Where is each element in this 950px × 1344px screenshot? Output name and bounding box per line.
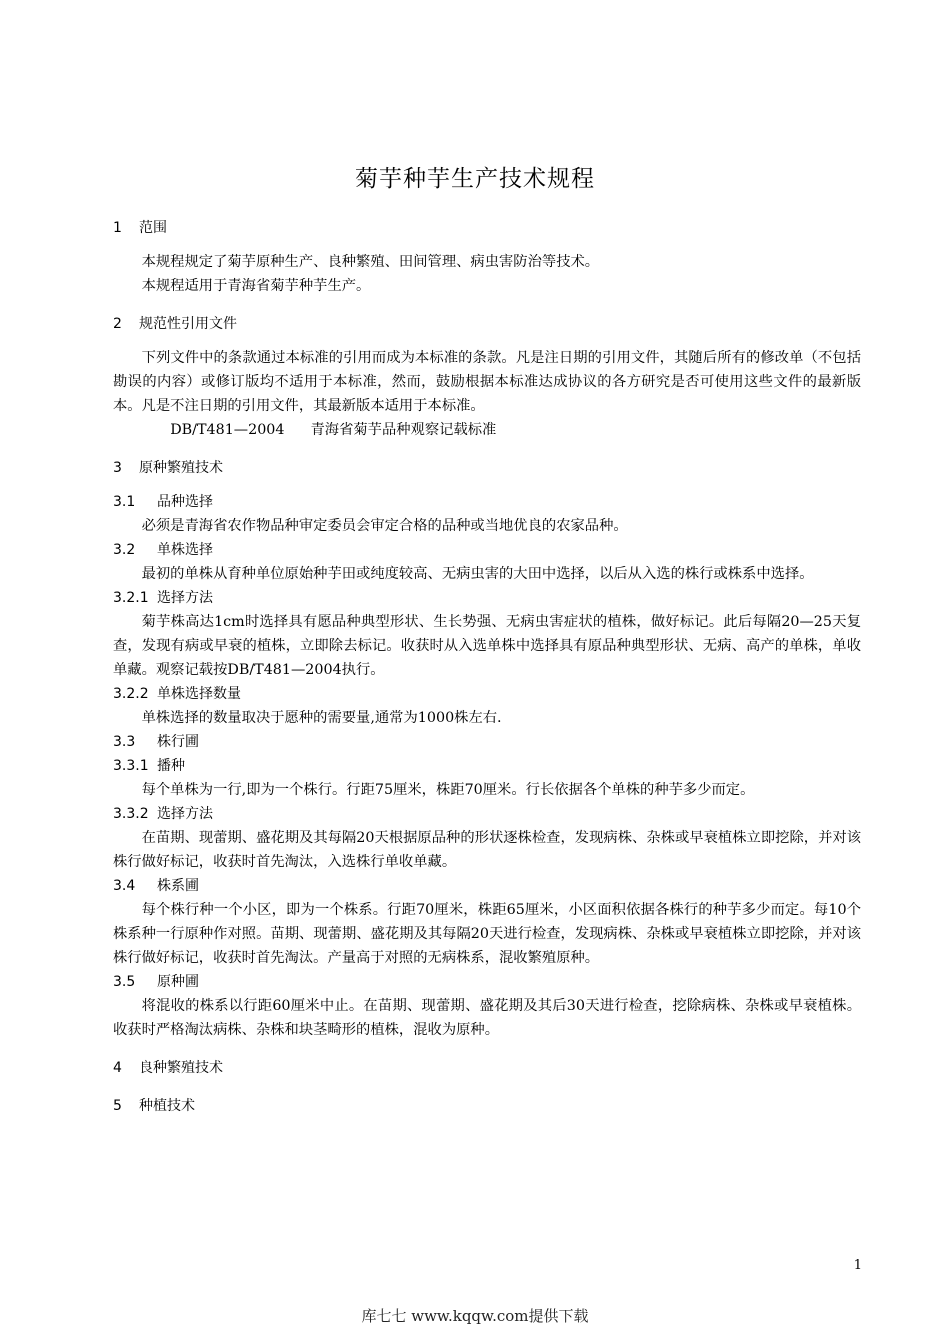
subsection-title: 株行圃 — [157, 734, 199, 750]
section-number: 1 — [113, 220, 122, 236]
footer-watermark: 库七七 www.kqqw.com提供下载 — [361, 1307, 589, 1325]
subsection-3-2-1-heading — [113, 586, 861, 610]
subsection-title: 单株选择 — [157, 542, 213, 558]
subsection-number: 3.5 — [113, 974, 136, 990]
subsection-3-5-heading — [113, 970, 861, 994]
paragraph: 菊芋株高达1cm时选择具有愿品种典型形状、生长势强、无病虫害症状的植株，做好标记。此后每隔20—25天复查，发现有病或早衰的植株，立即除去标记。收获时从入选单株中选择具有原品种典型形状、无病、高产的单株，单收单藏。观察记载按DB/T481—2004执行。 — [113, 614, 861, 678]
paragraph: 在苗期、现蕾期、盛花期及其每隔20天根据原品种的形状逐株检查，发现病株、杂株或早衰植株立即挖除，并对该株行做好标记，收获时首先淘汰，入选株行单收单藏。 — [113, 830, 861, 870]
subsection-number: 3.3.2 — [113, 806, 149, 822]
subsection-title: 株系圃 — [157, 878, 199, 894]
subsection-3-2-2-heading — [113, 682, 861, 706]
subsection-number: 3.2.2 — [113, 686, 149, 702]
section-5-heading — [113, 1094, 861, 1118]
paragraph: 下列文件中的条款通过本标准的引用而成为本标准的条款。凡是注日期的引用文件，其随后所有的修改单（不包括勘误的内容）或修订版均不适用于本标准，然而，鼓励根据本标准达成协议的各方研究是否可使用这些文件的最新版本。凡是不注日期的引用文件，其最新版本适用于本标准。 — [113, 350, 861, 414]
subsection-title: 原种圃 — [157, 974, 199, 990]
section-number: 2 — [113, 316, 122, 332]
subsection-number: 3.4 — [113, 878, 136, 894]
section-title: 范围 — [139, 220, 167, 236]
subsection-title: 单株选择数量 — [157, 686, 241, 702]
section-3-heading — [113, 456, 861, 480]
subsection-number: 3.2.1 — [113, 590, 149, 606]
paragraph: 将混收的株系以行距60厘米中止。在苗期、现蕾期、盛花期及其后30天进行检查，挖除病株、杂株或早衰植株。收获时严格淘汰病株、杂株和块茎畸形的植株，混收为原种。 — [113, 998, 861, 1038]
section-number: 5 — [113, 1098, 122, 1114]
subsection-title: 选择方法 — [157, 806, 213, 822]
normative-reference — [113, 418, 861, 442]
section-title: 良种繁殖技术 — [139, 1060, 223, 1076]
subsection-3-3-1-heading — [113, 754, 861, 778]
section-2-heading — [113, 312, 861, 336]
section-number: 4 — [113, 1060, 122, 1076]
subsection-title: 品种选择 — [157, 494, 213, 510]
document-title: 菊芋种芋生产技术规程 — [355, 166, 595, 192]
subsection-number: 3.3.1 — [113, 758, 149, 774]
subsection-3-1-heading — [113, 490, 861, 514]
paragraph: 每个单株为一行,即为一个株行。行距75厘米，株距70厘米。行长依据各个单株的种芋多少而定。 — [141, 782, 755, 798]
subsection-title: 播种 — [157, 758, 185, 774]
section-number: 3 — [113, 460, 122, 476]
subsection-number: 3.3 — [113, 734, 136, 750]
section-title: 规范性引用文件 — [139, 316, 237, 332]
section-4-heading — [113, 1056, 861, 1080]
subsection-3-2-heading — [113, 538, 861, 562]
subsection-title: 选择方法 — [157, 590, 213, 606]
paragraph: 本规程规定了菊芋原种生产、良种繁殖、田间管理、病虫害防治等技术。 — [141, 254, 600, 270]
paragraph: 必须是青海省农作物品种审定委员会审定合格的品种或当地优良的农家品种。 — [141, 518, 628, 534]
section-title: 种植技术 — [139, 1098, 195, 1114]
reference-title: 青海省菊芋品种观察记载标准 — [310, 422, 497, 438]
paragraph: 每个株行种一个小区，即为一个株系。行距70厘米，株距65厘米，小区面积依据各株行的种芋多少而定。每10个株系种一行原种作对照。苗期、现蕾期、盛花期及其每隔20天进行检查，发现病株、杂株或早衰植株立即挖除，并对该株行做好标记，收获时首先淘汰。产量高于对照的无病株系，混收繁殖原种。 — [113, 902, 861, 966]
section-1-heading — [113, 216, 861, 240]
subsection-3-4-heading — [113, 874, 861, 898]
paragraph: 最初的单株从育种单位原始种芋田或纯度较高、无病虫害的大田中选择，以后从入选的株行或株系中选择。 — [141, 566, 814, 582]
section-title: 原种繁殖技术 — [139, 460, 223, 476]
subsection-3-3-2-heading — [113, 802, 861, 826]
subsection-number: 3.1 — [113, 494, 136, 510]
subsection-number: 3.2 — [113, 542, 136, 558]
reference-code: DB/T481—2004 — [170, 422, 285, 438]
paragraph: 本规程适用于青海省菊芋种芋生产。 — [141, 278, 371, 294]
page-number: 1 — [853, 1258, 862, 1273]
paragraph: 单株选择的数量取决于愿种的需要量,通常为1000株左右. — [141, 710, 502, 726]
subsection-3-3-heading — [113, 730, 861, 754]
document-body — [113, 216, 861, 1118]
